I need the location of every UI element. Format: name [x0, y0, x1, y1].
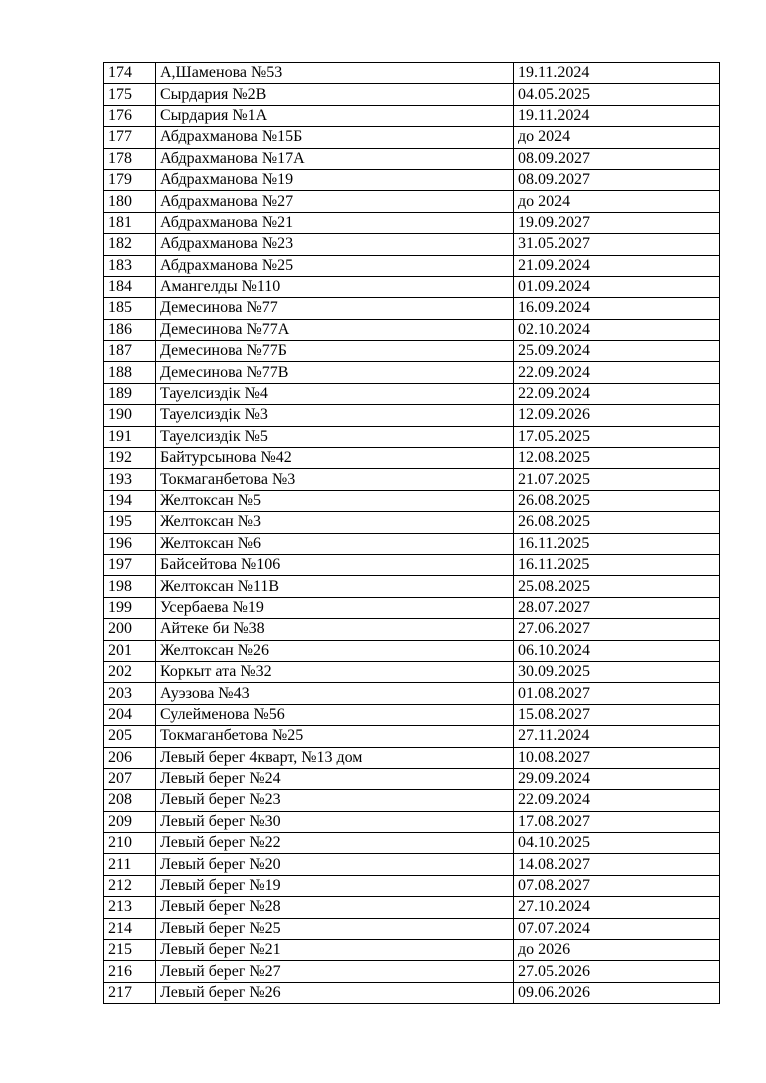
- table-row: [104, 362, 720, 383]
- table-row: [104, 127, 720, 148]
- address-cell: Демесинова №77В: [156, 362, 514, 383]
- table-row: [104, 105, 720, 126]
- row-number-cell: 190: [104, 405, 156, 426]
- row-number-cell: 217: [104, 982, 156, 1003]
- row-number-cell: 210: [104, 833, 156, 854]
- date-cell: 17.08.2027: [514, 811, 720, 832]
- row-number-cell: 192: [104, 448, 156, 469]
- table-row: [104, 940, 720, 961]
- row-number-cell: 179: [104, 169, 156, 190]
- date-cell: до 2024: [514, 191, 720, 212]
- date-cell: 14.08.2027: [514, 854, 720, 875]
- table-row: [104, 897, 720, 918]
- row-number-cell: 186: [104, 319, 156, 340]
- date-cell: 21.07.2025: [514, 469, 720, 490]
- table-row: [104, 426, 720, 447]
- date-cell: 27.05.2026: [514, 961, 720, 982]
- date-cell: 17.05.2025: [514, 426, 720, 447]
- date-cell: 22.09.2024: [514, 790, 720, 811]
- table-row: [104, 683, 720, 704]
- address-cell: Левый берег №22: [156, 833, 514, 854]
- address-cell: А,Шаменова №53: [156, 63, 514, 84]
- table-row: [104, 790, 720, 811]
- table-row: [104, 661, 720, 682]
- row-number-cell: 211: [104, 854, 156, 875]
- date-cell: 16.09.2024: [514, 298, 720, 319]
- row-number-cell: 184: [104, 276, 156, 297]
- table-row: [104, 469, 720, 490]
- address-cell: Желтоксан №6: [156, 533, 514, 554]
- date-cell: 12.08.2025: [514, 448, 720, 469]
- table-row: [104, 383, 720, 404]
- row-number-cell: 199: [104, 597, 156, 618]
- table-row: [104, 726, 720, 747]
- table-row: [104, 875, 720, 896]
- row-number-cell: 180: [104, 191, 156, 212]
- table-row: [104, 918, 720, 939]
- table-row: [104, 448, 720, 469]
- table-row: [104, 768, 720, 789]
- date-cell: 04.05.2025: [514, 84, 720, 105]
- row-number-cell: 198: [104, 576, 156, 597]
- date-cell: до 2024: [514, 127, 720, 148]
- row-number-cell: 178: [104, 148, 156, 169]
- row-number-cell: 177: [104, 127, 156, 148]
- date-cell: 27.06.2027: [514, 619, 720, 640]
- date-cell: 22.09.2024: [514, 362, 720, 383]
- date-cell: 01.08.2027: [514, 683, 720, 704]
- row-number-cell: 213: [104, 897, 156, 918]
- address-cell: Левый берег №26: [156, 982, 514, 1003]
- address-cell: Байсейтова №106: [156, 554, 514, 575]
- table-row: [104, 640, 720, 661]
- row-number-cell: 176: [104, 105, 156, 126]
- address-cell: Желтоксан №3: [156, 512, 514, 533]
- date-cell: 19.11.2024: [514, 105, 720, 126]
- address-cell: Абдрахманова №23: [156, 234, 514, 255]
- address-cell: Демесинова №77: [156, 298, 514, 319]
- date-cell: до 2026: [514, 940, 720, 961]
- date-cell: 26.08.2025: [514, 490, 720, 511]
- address-cell: Демесинова №77Б: [156, 341, 514, 362]
- address-cell: Коркыт ата №32: [156, 661, 514, 682]
- date-cell: 29.09.2024: [514, 768, 720, 789]
- address-cell: Усербаева №19: [156, 597, 514, 618]
- row-number-cell: 205: [104, 726, 156, 747]
- date-cell: 08.09.2027: [514, 148, 720, 169]
- address-cell: Амангелды №110: [156, 276, 514, 297]
- row-number-cell: 206: [104, 747, 156, 768]
- address-cell: Токмаганбетова №25: [156, 726, 514, 747]
- row-number-cell: 201: [104, 640, 156, 661]
- date-cell: 01.09.2024: [514, 276, 720, 297]
- address-cell: Левый берег 4кварт, №13 дом: [156, 747, 514, 768]
- date-cell: 27.11.2024: [514, 726, 720, 747]
- address-cell: Левый берег №30: [156, 811, 514, 832]
- date-cell: 09.06.2026: [514, 982, 720, 1003]
- address-cell: Токмаганбетова №3: [156, 469, 514, 490]
- table-row: [104, 191, 720, 212]
- date-cell: 19.11.2024: [514, 63, 720, 84]
- row-number-cell: 207: [104, 768, 156, 789]
- table-row: [104, 811, 720, 832]
- address-cell: Тауелсиздік №4: [156, 383, 514, 404]
- row-number-cell: 195: [104, 512, 156, 533]
- address-cell: Левый берег №27: [156, 961, 514, 982]
- row-number-cell: 202: [104, 661, 156, 682]
- date-cell: 15.08.2027: [514, 704, 720, 725]
- table-row: [104, 747, 720, 768]
- address-cell: Абдрахманова №25: [156, 255, 514, 276]
- date-cell: 12.09.2026: [514, 405, 720, 426]
- row-number-cell: 193: [104, 469, 156, 490]
- table-row: [104, 597, 720, 618]
- table-row: [104, 319, 720, 340]
- date-cell: 02.10.2024: [514, 319, 720, 340]
- address-cell: Левый берег №19: [156, 875, 514, 896]
- row-number-cell: 214: [104, 918, 156, 939]
- address-cell: Левый берег №24: [156, 768, 514, 789]
- address-cell: Левый берег №28: [156, 897, 514, 918]
- date-cell: 26.08.2025: [514, 512, 720, 533]
- row-number-cell: 212: [104, 875, 156, 896]
- table-row: [104, 276, 720, 297]
- row-number-cell: 215: [104, 940, 156, 961]
- address-table: [103, 62, 720, 1004]
- date-cell: 04.10.2025: [514, 833, 720, 854]
- date-cell: 08.09.2027: [514, 169, 720, 190]
- address-cell: Абдрахманова №15Б: [156, 127, 514, 148]
- address-cell: Байтурсынова №42: [156, 448, 514, 469]
- row-number-cell: 181: [104, 212, 156, 233]
- date-cell: 07.07.2024: [514, 918, 720, 939]
- table-row: [104, 255, 720, 276]
- row-number-cell: 182: [104, 234, 156, 255]
- address-cell: Левый берег №21: [156, 940, 514, 961]
- date-cell: 10.08.2027: [514, 747, 720, 768]
- table-row: [104, 84, 720, 105]
- address-cell: Тауелсиздік №3: [156, 405, 514, 426]
- table-row: [104, 234, 720, 255]
- table-row: [104, 405, 720, 426]
- date-cell: 22.09.2024: [514, 383, 720, 404]
- address-cell: Желтоксан №11В: [156, 576, 514, 597]
- row-number-cell: 175: [104, 84, 156, 105]
- table-row: [104, 619, 720, 640]
- date-cell: 16.11.2025: [514, 554, 720, 575]
- table-row: [104, 490, 720, 511]
- table-row: [104, 554, 720, 575]
- date-cell: 31.05.2027: [514, 234, 720, 255]
- address-cell: Левый берег №23: [156, 790, 514, 811]
- row-number-cell: 197: [104, 554, 156, 575]
- date-cell: 30.09.2025: [514, 661, 720, 682]
- date-cell: 16.11.2025: [514, 533, 720, 554]
- table-row: [104, 854, 720, 875]
- row-number-cell: 209: [104, 811, 156, 832]
- row-number-cell: 216: [104, 961, 156, 982]
- address-cell: Демесинова №77А: [156, 319, 514, 340]
- address-cell: Сырдария №2В: [156, 84, 514, 105]
- address-cell: Желтоксан №5: [156, 490, 514, 511]
- row-number-cell: 204: [104, 704, 156, 725]
- table-row: [104, 704, 720, 725]
- date-cell: 19.09.2027: [514, 212, 720, 233]
- row-number-cell: 187: [104, 341, 156, 362]
- table-row: [104, 533, 720, 554]
- date-cell: 07.08.2027: [514, 875, 720, 896]
- address-table-body: [104, 63, 720, 1004]
- table-row: [104, 63, 720, 84]
- row-number-cell: 200: [104, 619, 156, 640]
- address-cell: Тауелсиздік №5: [156, 426, 514, 447]
- row-number-cell: 203: [104, 683, 156, 704]
- table-row: [104, 148, 720, 169]
- table-row: [104, 298, 720, 319]
- address-cell: Желтоксан №26: [156, 640, 514, 661]
- row-number-cell: 196: [104, 533, 156, 554]
- address-cell: Сулейменова №56: [156, 704, 514, 725]
- row-number-cell: 208: [104, 790, 156, 811]
- date-cell: 21.09.2024: [514, 255, 720, 276]
- date-cell: 25.08.2025: [514, 576, 720, 597]
- table-row: [104, 512, 720, 533]
- date-cell: 06.10.2024: [514, 640, 720, 661]
- table-row: [104, 341, 720, 362]
- address-cell: Абдрахманова №21: [156, 212, 514, 233]
- row-number-cell: 183: [104, 255, 156, 276]
- address-cell: Абдрахманова №17А: [156, 148, 514, 169]
- table-row: [104, 961, 720, 982]
- date-cell: 27.10.2024: [514, 897, 720, 918]
- address-cell: Абдрахманова №19: [156, 169, 514, 190]
- row-number-cell: 188: [104, 362, 156, 383]
- row-number-cell: 185: [104, 298, 156, 319]
- address-cell: Айтеке би №38: [156, 619, 514, 640]
- row-number-cell: 189: [104, 383, 156, 404]
- row-number-cell: 174: [104, 63, 156, 84]
- table-row: [104, 212, 720, 233]
- row-number-cell: 194: [104, 490, 156, 511]
- row-number-cell: 191: [104, 426, 156, 447]
- table-row: [104, 576, 720, 597]
- address-cell: Левый берег №20: [156, 854, 514, 875]
- table-row: [104, 982, 720, 1003]
- address-cell: Ауэзова №43: [156, 683, 514, 704]
- date-cell: 25.09.2024: [514, 341, 720, 362]
- address-cell: Сырдария №1А: [156, 105, 514, 126]
- table-row: [104, 169, 720, 190]
- address-cell: Левый берег №25: [156, 918, 514, 939]
- table-row: [104, 833, 720, 854]
- date-cell: 28.07.2027: [514, 597, 720, 618]
- address-cell: Абдрахманова №27: [156, 191, 514, 212]
